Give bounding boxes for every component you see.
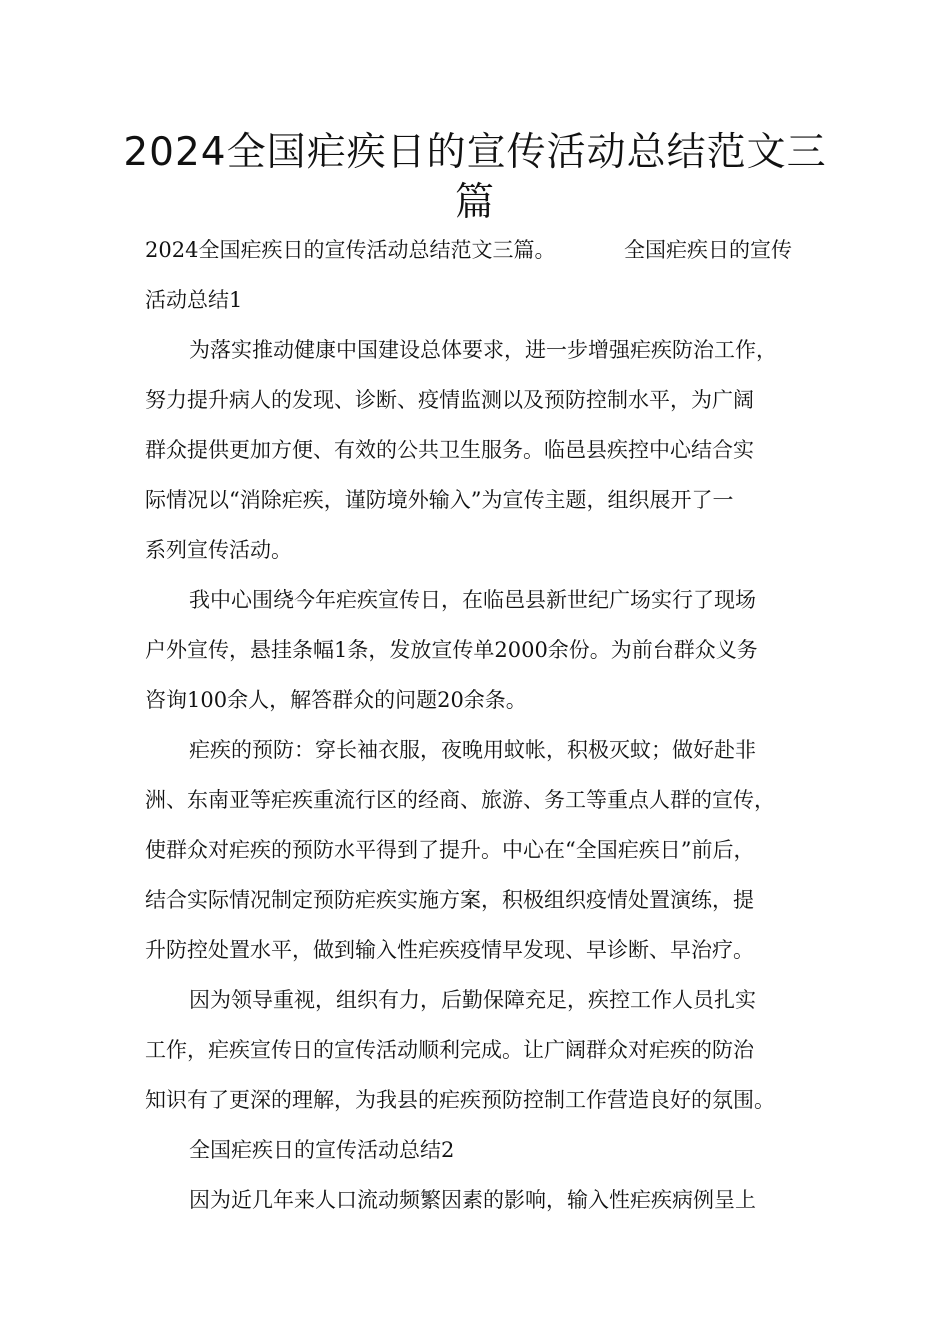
paragraph-4-line-1: 因为领导重视，组织有力，后勤保障充足，疾控工作人员扎实 bbox=[189, 988, 756, 1012]
intro-line-2: 活动总结1 bbox=[145, 288, 243, 312]
paragraph-3-line-5: 升防控处置水平，做到输入性疟疾疫情早发现、早诊断、早治疗。 bbox=[145, 938, 754, 962]
intro-line-1 bbox=[145, 235, 825, 265]
paragraph-2-line-1: 我中心围绕今年疟疾宣传日，在临邑县新世纪广场实行了现场 bbox=[189, 588, 756, 612]
intro-text-a: 2024全国疟疾日的宣传活动总结范文三篇。 bbox=[145, 238, 556, 262]
paragraph-3-line-2: 洲、东南亚等疟疾重流行区的经商、旅游、务工等重点人群的宣传， bbox=[145, 788, 775, 812]
paragraph-2-line-2: 户外宣传，悬挂条幅1条，发放宣传单2000余份。为前台群众义务 bbox=[145, 638, 758, 662]
paragraph-1-line-3: 群众提供更加方便、有效的公共卫生服务。临邑县疾控中心结合实 bbox=[145, 438, 754, 462]
paragraph-1-line-4: 际情况以“消除疟疾，谨防境外输入”为宣传主题，组织展开了一 bbox=[145, 488, 734, 512]
paragraph-1-line-5: 系列宣传活动。 bbox=[145, 538, 292, 562]
intro-text-b: 全国疟疾日的宣传 bbox=[624, 238, 792, 262]
paragraph-1-line-2: 努力提升病人的发现、诊断、疫情监测以及预防控制水平，为广阔 bbox=[145, 388, 754, 412]
document-title-line-2: 篇 bbox=[454, 180, 495, 225]
paragraph-4-line-2: 工作，疟疾宣传日的宣传活动顺利完成。让广阔群众对疟疾的防治 bbox=[145, 1038, 754, 1062]
section-heading-2: 全国疟疾日的宣传活动总结2 bbox=[189, 1138, 455, 1162]
paragraph-2-line-3: 咨询100余人，解答群众的问题20余条。 bbox=[145, 688, 527, 712]
paragraph-3-line-1: 疟疾的预防：穿长袖衣服，夜晚用蚊帐，积极灭蚊；做好赴非 bbox=[189, 738, 756, 762]
document-title-line-1: 2024全国疟疾日的宣传活动总结范文三 bbox=[123, 130, 827, 175]
paragraph-3-line-3: 使群众对疟疾的预防水平得到了提升。中心在“全国疟疾日”前后， bbox=[145, 838, 755, 862]
paragraph-1-line-1: 为落实推动健康中国建设总体要求，进一步增强疟疾防治工作， bbox=[189, 338, 777, 362]
paragraph-4-line-3: 知识有了更深的理解，为我县的疟疾预防控制工作营造良好的氛围。 bbox=[145, 1088, 775, 1112]
paragraph-3-line-4: 结合实际情况制定预防疟疾实施方案，积极组织疫情处置演练，提 bbox=[145, 888, 754, 912]
paragraph-5-line-1: 因为近几年来人口流动频繁因素的影响，输入性疟疾病例呈上 bbox=[189, 1188, 756, 1212]
